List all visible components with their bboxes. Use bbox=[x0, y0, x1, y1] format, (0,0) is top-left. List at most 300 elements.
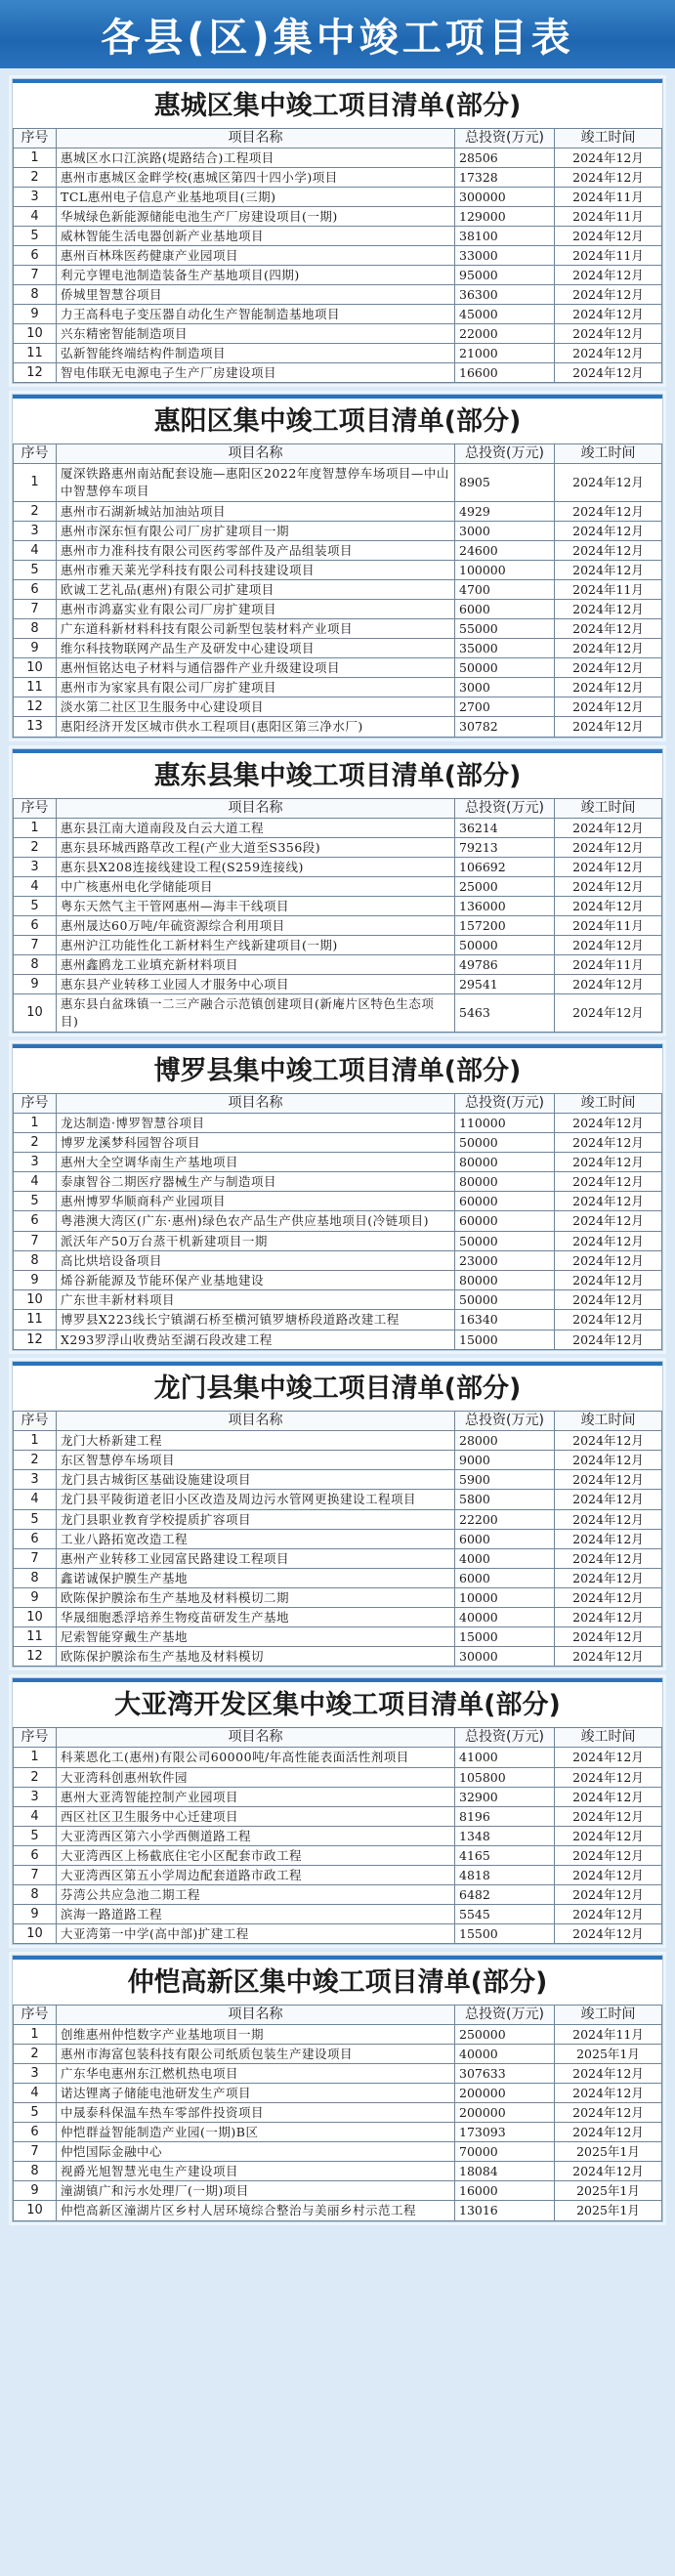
project-table bbox=[13, 2005, 662, 2221]
completion-date: 2024年12月 bbox=[555, 936, 662, 955]
table-row bbox=[14, 1153, 662, 1172]
total-investment: 15000 bbox=[455, 1330, 555, 1350]
table-row bbox=[14, 305, 662, 324]
completion-date: 2024年12月 bbox=[555, 1133, 662, 1153]
total-investment: 55000 bbox=[455, 619, 555, 639]
project-name: 惠州市深东恒有限公司厂房扩建项目一期 bbox=[57, 522, 455, 541]
total-investment: 250000 bbox=[455, 2025, 555, 2045]
completion-date: 2024年12月 bbox=[555, 1768, 662, 1788]
total-investment: 80000 bbox=[455, 1153, 555, 1172]
project-name: 惠州市雅天莱光学科技有限公司科技建设项目 bbox=[57, 561, 455, 580]
total-investment: 136000 bbox=[455, 897, 555, 916]
header-date: 竣工时间 bbox=[555, 129, 662, 148]
header-name: 项目名称 bbox=[57, 1412, 455, 1431]
total-investment: 50000 bbox=[455, 658, 555, 678]
row-number: 2 bbox=[14, 1768, 57, 1788]
completion-date: 2024年11月 bbox=[555, 2025, 662, 2045]
completion-date: 2024年12月 bbox=[555, 1588, 662, 1608]
table-row bbox=[14, 1885, 662, 1905]
row-number: 9 bbox=[14, 1905, 57, 1924]
table-row bbox=[14, 897, 662, 916]
completion-date: 2024年12月 bbox=[555, 1748, 662, 1768]
table-row bbox=[14, 2103, 662, 2123]
row-number: 1 bbox=[14, 1748, 57, 1768]
total-investment: 23000 bbox=[455, 1251, 555, 1271]
table-header-row bbox=[14, 1412, 662, 1431]
row-number: 4 bbox=[14, 1490, 57, 1510]
completion-date: 2024年12月 bbox=[555, 1330, 662, 1350]
project-name: 广东世丰新材料项目 bbox=[57, 1290, 455, 1310]
table-row bbox=[14, 1788, 662, 1807]
project-name: 欧陈保护膜涂布生产基地及材料模切二期 bbox=[57, 1588, 455, 1608]
project-name: 博罗龙溪梦科园智谷项目 bbox=[57, 1133, 455, 1153]
header-no: 序号 bbox=[14, 1412, 57, 1431]
table-row bbox=[14, 285, 662, 305]
completion-date: 2024年12月 bbox=[555, 1451, 662, 1470]
table-header-row bbox=[14, 1094, 662, 1114]
total-investment: 21000 bbox=[455, 344, 555, 363]
project-name: 龙门县职业教育学校提质扩容项目 bbox=[57, 1510, 455, 1530]
table-header-row bbox=[14, 2006, 662, 2025]
completion-date: 2024年12月 bbox=[555, 639, 662, 658]
row-number: 1 bbox=[14, 819, 57, 838]
project-name: 中晟泰科保温车热车零部件投资项目 bbox=[57, 2103, 455, 2123]
project-name: TCL惠州电子信息产业基地项目(三期) bbox=[57, 188, 455, 207]
header-name: 项目名称 bbox=[57, 1728, 455, 1748]
header-date: 竣工时间 bbox=[555, 444, 662, 464]
row-number: 5 bbox=[14, 561, 57, 580]
row-number: 9 bbox=[14, 2181, 57, 2201]
row-number: 2 bbox=[14, 838, 57, 858]
total-investment: 6482 bbox=[455, 1885, 555, 1905]
row-number: 12 bbox=[14, 1330, 57, 1350]
table-row bbox=[14, 2045, 662, 2064]
project-name: 龙门县古城街区基础设施建设项目 bbox=[57, 1470, 455, 1490]
table-row bbox=[14, 1510, 662, 1530]
completion-date: 2024年12月 bbox=[555, 344, 662, 363]
header-investment: 总投资(万元) bbox=[455, 1094, 555, 1114]
total-investment: 8905 bbox=[455, 464, 555, 502]
section-title: 惠阳区集中竣工项目清单(部分) bbox=[153, 406, 522, 437]
row-number: 7 bbox=[14, 1232, 57, 1251]
completion-date: 2024年12月 bbox=[555, 227, 662, 246]
table-header-row bbox=[14, 129, 662, 148]
total-investment: 173093 bbox=[455, 2123, 555, 2142]
table-row bbox=[14, 207, 662, 227]
header-investment: 总投资(万元) bbox=[455, 444, 555, 464]
total-investment: 13016 bbox=[455, 2201, 555, 2221]
table-row bbox=[14, 1290, 662, 1310]
project-name: 工业八路拓宽改造工程 bbox=[57, 1530, 455, 1549]
project-name: 惠州市力准科技有限公司医药零部件及产品组装项目 bbox=[57, 541, 455, 561]
completion-date: 2024年12月 bbox=[555, 1290, 662, 1310]
project-name: 粤港澳大湾区(广东·惠州)绿色农产品生产供应基地项目(冷链项目) bbox=[57, 1211, 455, 1232]
project-name: 鑫诺诚保护膜生产基地 bbox=[57, 1569, 455, 1588]
row-number: 8 bbox=[14, 2162, 57, 2181]
row-number: 13 bbox=[14, 717, 57, 738]
project-name: 尼索智能穿戴生产基地 bbox=[57, 1627, 455, 1647]
completion-date: 2024年12月 bbox=[555, 838, 662, 858]
total-investment: 16000 bbox=[455, 2181, 555, 2201]
section-card bbox=[12, 78, 663, 384]
total-investment: 22200 bbox=[455, 1510, 555, 1530]
table-row bbox=[14, 2025, 662, 2045]
section-title: 仲恺高新区集中竣工项目清单(部分) bbox=[127, 1967, 548, 1998]
section-card bbox=[12, 1043, 663, 1351]
total-investment: 200000 bbox=[455, 2084, 555, 2103]
row-number: 10 bbox=[14, 1924, 57, 1944]
header-investment: 总投资(万元) bbox=[455, 799, 555, 819]
project-name: 滨海一路道路工程 bbox=[57, 1905, 455, 1924]
project-name: 视爵光旭智慧光电生产建设项目 bbox=[57, 2162, 455, 2181]
total-investment: 70000 bbox=[455, 2142, 555, 2162]
table-header-row bbox=[14, 444, 662, 464]
completion-date: 2025年1月 bbox=[555, 2201, 662, 2221]
header-name: 项目名称 bbox=[57, 2006, 455, 2025]
table-row bbox=[14, 658, 662, 678]
total-investment: 4700 bbox=[455, 580, 555, 600]
total-investment: 307633 bbox=[455, 2064, 555, 2084]
project-name: 华城绿色新能源储能电池生产厂房建设项目(一期) bbox=[57, 207, 455, 227]
project-name: 广东华电惠州东江燃机热电项目 bbox=[57, 2064, 455, 2084]
section-title: 惠城区集中竣工项目清单(部分) bbox=[153, 91, 522, 121]
row-number: 1 bbox=[14, 464, 57, 502]
table-row bbox=[14, 1866, 662, 1885]
completion-date: 2024年12月 bbox=[555, 502, 662, 522]
header-date: 竣工时间 bbox=[555, 799, 662, 819]
table-row bbox=[14, 1470, 662, 1490]
completion-date: 2024年12月 bbox=[555, 1211, 662, 1232]
total-investment: 3000 bbox=[455, 522, 555, 541]
table-row bbox=[14, 717, 662, 738]
completion-date: 2024年12月 bbox=[555, 266, 662, 285]
table-row bbox=[14, 1211, 662, 1232]
table-row bbox=[14, 994, 662, 1033]
project-name: 科莱恩化工(惠州)有限公司60000吨/年高性能表面活性剂项目 bbox=[57, 1748, 455, 1768]
total-investment: 24600 bbox=[455, 541, 555, 561]
row-number: 3 bbox=[14, 522, 57, 541]
row-number: 2 bbox=[14, 168, 57, 188]
project-name: 龙门县平陵街道老旧小区改造及周边污水管网更换建设工程项目 bbox=[57, 1490, 455, 1510]
row-number: 7 bbox=[14, 1549, 57, 1569]
row-number: 10 bbox=[14, 324, 57, 344]
section-card bbox=[12, 1361, 663, 1668]
total-investment: 30782 bbox=[455, 717, 555, 738]
total-investment: 60000 bbox=[455, 1211, 555, 1232]
project-name: 惠东县白盆珠镇一二三产融合示范镇创建项目(新庵片区特色生态项目) bbox=[57, 994, 455, 1033]
row-number: 6 bbox=[14, 2123, 57, 2142]
header-no: 序号 bbox=[14, 799, 57, 819]
project-name: 惠州百林珠医药健康产业园项目 bbox=[57, 246, 455, 266]
total-investment: 5463 bbox=[455, 994, 555, 1033]
header-date: 竣工时间 bbox=[555, 1412, 662, 1431]
completion-date: 2024年12月 bbox=[555, 1470, 662, 1490]
completion-date: 2024年12月 bbox=[555, 1647, 662, 1667]
total-investment: 49786 bbox=[455, 955, 555, 975]
section-card bbox=[12, 1677, 663, 1945]
table-row bbox=[14, 619, 662, 639]
project-name: 西区社区卫生服务中心迁建项目 bbox=[57, 1807, 455, 1827]
completion-date: 2024年12月 bbox=[555, 1885, 662, 1905]
project-name: 仲恺群益智能制造产业园(一期)B区 bbox=[57, 2123, 455, 2142]
completion-date: 2024年12月 bbox=[555, 1549, 662, 1569]
completion-date: 2024年12月 bbox=[555, 717, 662, 738]
completion-date: 2024年12月 bbox=[555, 600, 662, 619]
completion-date: 2024年12月 bbox=[555, 1807, 662, 1827]
row-number: 11 bbox=[14, 678, 57, 697]
table-row bbox=[14, 1569, 662, 1588]
project-name: 大亚湾西区第五小学周边配套道路市政工程 bbox=[57, 1866, 455, 1885]
section-card bbox=[12, 394, 663, 739]
table-row bbox=[14, 188, 662, 207]
total-investment: 95000 bbox=[455, 266, 555, 285]
completion-date: 2024年11月 bbox=[555, 955, 662, 975]
row-number: 10 bbox=[14, 1290, 57, 1310]
row-number: 5 bbox=[14, 2103, 57, 2123]
table-row bbox=[14, 955, 662, 975]
completion-date: 2024年12月 bbox=[555, 1192, 662, 1211]
project-name: 博罗县X223线长宁镇湖石桥至横河镇罗塘桥段道路改建工程 bbox=[57, 1310, 455, 1330]
project-name: 粤东天然气主干管网惠州—海丰干线项目 bbox=[57, 897, 455, 916]
table-row bbox=[14, 1608, 662, 1627]
row-number: 7 bbox=[14, 2142, 57, 2162]
row-number: 2 bbox=[14, 502, 57, 522]
row-number: 1 bbox=[14, 148, 57, 168]
completion-date: 2024年12月 bbox=[555, 1627, 662, 1647]
table-header-row bbox=[14, 799, 662, 819]
total-investment: 38100 bbox=[455, 227, 555, 246]
table-row bbox=[14, 2162, 662, 2181]
completion-date: 2024年12月 bbox=[555, 1846, 662, 1866]
row-number: 11 bbox=[14, 1310, 57, 1330]
section-title: 龙门县集中竣工项目清单(部分) bbox=[153, 1373, 522, 1404]
table-row bbox=[14, 1846, 662, 1866]
completion-date: 2024年12月 bbox=[555, 464, 662, 502]
table-row bbox=[14, 266, 662, 285]
completion-date: 2024年12月 bbox=[555, 363, 662, 383]
table-row bbox=[14, 1133, 662, 1153]
completion-date: 2024年12月 bbox=[555, 168, 662, 188]
completion-date: 2024年12月 bbox=[555, 1924, 662, 1944]
header-investment: 总投资(万元) bbox=[455, 1728, 555, 1748]
table-row bbox=[14, 561, 662, 580]
total-investment: 6000 bbox=[455, 1569, 555, 1588]
project-name: 惠州恒铭达电子材料与通信器件产业升级建设项目 bbox=[57, 658, 455, 678]
table-row bbox=[14, 522, 662, 541]
header-name: 项目名称 bbox=[57, 444, 455, 464]
completion-date: 2025年1月 bbox=[555, 2181, 662, 2201]
project-name: 惠东县X208连接线建设工程(S259连接线) bbox=[57, 858, 455, 877]
row-number: 5 bbox=[14, 1192, 57, 1211]
row-number: 2 bbox=[14, 1133, 57, 1153]
completion-date: 2024年12月 bbox=[555, 305, 662, 324]
table-row bbox=[14, 363, 662, 383]
completion-date: 2024年12月 bbox=[555, 1608, 662, 1627]
completion-date: 2024年12月 bbox=[555, 2162, 662, 2181]
total-investment: 106692 bbox=[455, 858, 555, 877]
row-number: 1 bbox=[14, 2025, 57, 2045]
total-investment: 5900 bbox=[455, 1470, 555, 1490]
total-investment: 15000 bbox=[455, 1627, 555, 1647]
completion-date: 2024年12月 bbox=[555, 148, 662, 168]
row-number: 8 bbox=[14, 1251, 57, 1271]
total-investment: 18084 bbox=[455, 2162, 555, 2181]
row-number: 8 bbox=[14, 619, 57, 639]
project-name: X293罗浮山收费站至湖石段改建工程 bbox=[57, 1330, 455, 1350]
table-row bbox=[14, 2084, 662, 2103]
row-number: 5 bbox=[14, 1827, 57, 1846]
total-investment: 157200 bbox=[455, 916, 555, 936]
project-name: 惠州市为家家具有限公司厂房扩建项目 bbox=[57, 678, 455, 697]
row-number: 3 bbox=[14, 858, 57, 877]
total-investment: 79213 bbox=[455, 838, 555, 858]
total-investment: 36300 bbox=[455, 285, 555, 305]
row-number: 9 bbox=[14, 1271, 57, 1290]
section-title: 博罗县集中竣工项目清单(部分) bbox=[153, 1056, 522, 1086]
completion-date: 2024年11月 bbox=[555, 916, 662, 936]
table-row bbox=[14, 936, 662, 955]
row-number: 10 bbox=[14, 994, 57, 1033]
row-number: 12 bbox=[14, 1647, 57, 1667]
header-date: 竣工时间 bbox=[555, 1728, 662, 1748]
table-row bbox=[14, 1114, 662, 1133]
project-name: 派沃年产50万台蒸干机新建项目一期 bbox=[57, 1232, 455, 1251]
table-row bbox=[14, 344, 662, 363]
table-row bbox=[14, 580, 662, 600]
completion-date: 2024年12月 bbox=[555, 541, 662, 561]
row-number: 4 bbox=[14, 207, 57, 227]
project-name: 龙达制造·博罗智慧谷项目 bbox=[57, 1114, 455, 1133]
completion-date: 2024年12月 bbox=[555, 1114, 662, 1133]
project-table bbox=[13, 1727, 662, 1944]
header-no: 序号 bbox=[14, 1094, 57, 1114]
row-number: 9 bbox=[14, 975, 57, 994]
total-investment: 4165 bbox=[455, 1846, 555, 1866]
table-row bbox=[14, 1172, 662, 1192]
total-investment: 4818 bbox=[455, 1866, 555, 1885]
total-investment: 80000 bbox=[455, 1172, 555, 1192]
row-number: 6 bbox=[14, 1211, 57, 1232]
total-investment: 41000 bbox=[455, 1748, 555, 1768]
row-number: 4 bbox=[14, 2084, 57, 2103]
page-title: 各县(区)集中竣工项目表 bbox=[0, 0, 675, 68]
completion-date: 2024年12月 bbox=[555, 619, 662, 639]
row-number: 1 bbox=[14, 1114, 57, 1133]
completion-date: 2024年12月 bbox=[555, 658, 662, 678]
table-row bbox=[14, 838, 662, 858]
completion-date: 2024年12月 bbox=[555, 1510, 662, 1530]
total-investment: 22000 bbox=[455, 324, 555, 344]
completion-date: 2024年12月 bbox=[555, 1569, 662, 1588]
total-investment: 10000 bbox=[455, 1588, 555, 1608]
project-name: 诺达锂离子储能电池研发生产项目 bbox=[57, 2084, 455, 2103]
total-investment: 200000 bbox=[455, 2103, 555, 2123]
section-card bbox=[12, 748, 663, 1034]
table-row bbox=[14, 639, 662, 658]
row-number: 2 bbox=[14, 2045, 57, 2064]
row-number: 10 bbox=[14, 658, 57, 678]
project-name: 烯谷新能源及节能环保产业基地建设 bbox=[57, 1271, 455, 1290]
table-row bbox=[14, 541, 662, 561]
header-date: 竣工时间 bbox=[555, 1094, 662, 1114]
total-investment: 80000 bbox=[455, 1271, 555, 1290]
total-investment: 40000 bbox=[455, 2045, 555, 2064]
project-name: 惠东县环城西路草改工程(产业大道至S356段) bbox=[57, 838, 455, 858]
row-number: 5 bbox=[14, 227, 57, 246]
completion-date: 2024年12月 bbox=[555, 1310, 662, 1330]
completion-date: 2025年1月 bbox=[555, 2045, 662, 2064]
table-row bbox=[14, 1232, 662, 1251]
total-investment: 50000 bbox=[455, 1133, 555, 1153]
row-number: 10 bbox=[14, 1608, 57, 1627]
project-table bbox=[13, 798, 662, 1033]
section-title: 大亚湾开发区集中竣工项目清单(部分) bbox=[114, 1690, 561, 1720]
table-row bbox=[14, 1451, 662, 1470]
total-investment: 6000 bbox=[455, 1530, 555, 1549]
header-name: 项目名称 bbox=[57, 799, 455, 819]
section-card bbox=[12, 1955, 663, 2222]
total-investment: 3000 bbox=[455, 678, 555, 697]
project-table bbox=[13, 1411, 662, 1667]
row-number: 12 bbox=[14, 363, 57, 383]
total-investment: 16600 bbox=[455, 363, 555, 383]
completion-date: 2024年12月 bbox=[555, 877, 662, 897]
total-investment: 50000 bbox=[455, 936, 555, 955]
completion-date: 2024年12月 bbox=[555, 522, 662, 541]
project-name: 惠州市石湖新城站加油站项目 bbox=[57, 502, 455, 522]
table-row bbox=[14, 1627, 662, 1647]
table-row bbox=[14, 1251, 662, 1271]
total-investment: 15500 bbox=[455, 1924, 555, 1944]
table-row bbox=[14, 1271, 662, 1290]
table-row bbox=[14, 1905, 662, 1924]
header-investment: 总投资(万元) bbox=[455, 129, 555, 148]
section-title: 惠东县集中竣工项目清单(部分) bbox=[153, 761, 522, 791]
table-row bbox=[14, 1647, 662, 1667]
table-row bbox=[14, 697, 662, 717]
table-row bbox=[14, 464, 662, 502]
total-investment: 9000 bbox=[455, 1451, 555, 1470]
project-name: 欧诚工艺礼品(惠州)有限公司扩建项目 bbox=[57, 580, 455, 600]
table-row bbox=[14, 678, 662, 697]
project-name: 惠州市鸿嘉实业有限公司厂房扩建项目 bbox=[57, 600, 455, 619]
completion-date: 2024年12月 bbox=[555, 285, 662, 305]
project-table bbox=[13, 1093, 662, 1350]
row-number: 7 bbox=[14, 936, 57, 955]
row-number: 4 bbox=[14, 1807, 57, 1827]
project-name: 华晟细胞悉浮培养生物疫苗研发生产基地 bbox=[57, 1608, 455, 1627]
total-investment: 40000 bbox=[455, 1608, 555, 1627]
total-investment: 50000 bbox=[455, 1290, 555, 1310]
project-name: 高比烘培设备项目 bbox=[57, 1251, 455, 1271]
row-number: 5 bbox=[14, 897, 57, 916]
project-name: 惠州产业转移工业园富民路建设工程项目 bbox=[57, 1549, 455, 1569]
total-investment: 16340 bbox=[455, 1310, 555, 1330]
total-investment: 50000 bbox=[455, 1232, 555, 1251]
row-number: 12 bbox=[14, 697, 57, 717]
row-number: 5 bbox=[14, 1510, 57, 1530]
project-name: 惠州市海富包装科技有限公司纸质包装生产建设项目 bbox=[57, 2045, 455, 2064]
total-investment: 32900 bbox=[455, 1788, 555, 1807]
header-name: 项目名称 bbox=[57, 1094, 455, 1114]
table-row bbox=[14, 227, 662, 246]
project-name: 弘新智能终端结构件制造项目 bbox=[57, 344, 455, 363]
row-number: 4 bbox=[14, 877, 57, 897]
row-number: 11 bbox=[14, 344, 57, 363]
completion-date: 2024年12月 bbox=[555, 819, 662, 838]
total-investment: 30000 bbox=[455, 1647, 555, 1667]
completion-date: 2024年12月 bbox=[555, 324, 662, 344]
